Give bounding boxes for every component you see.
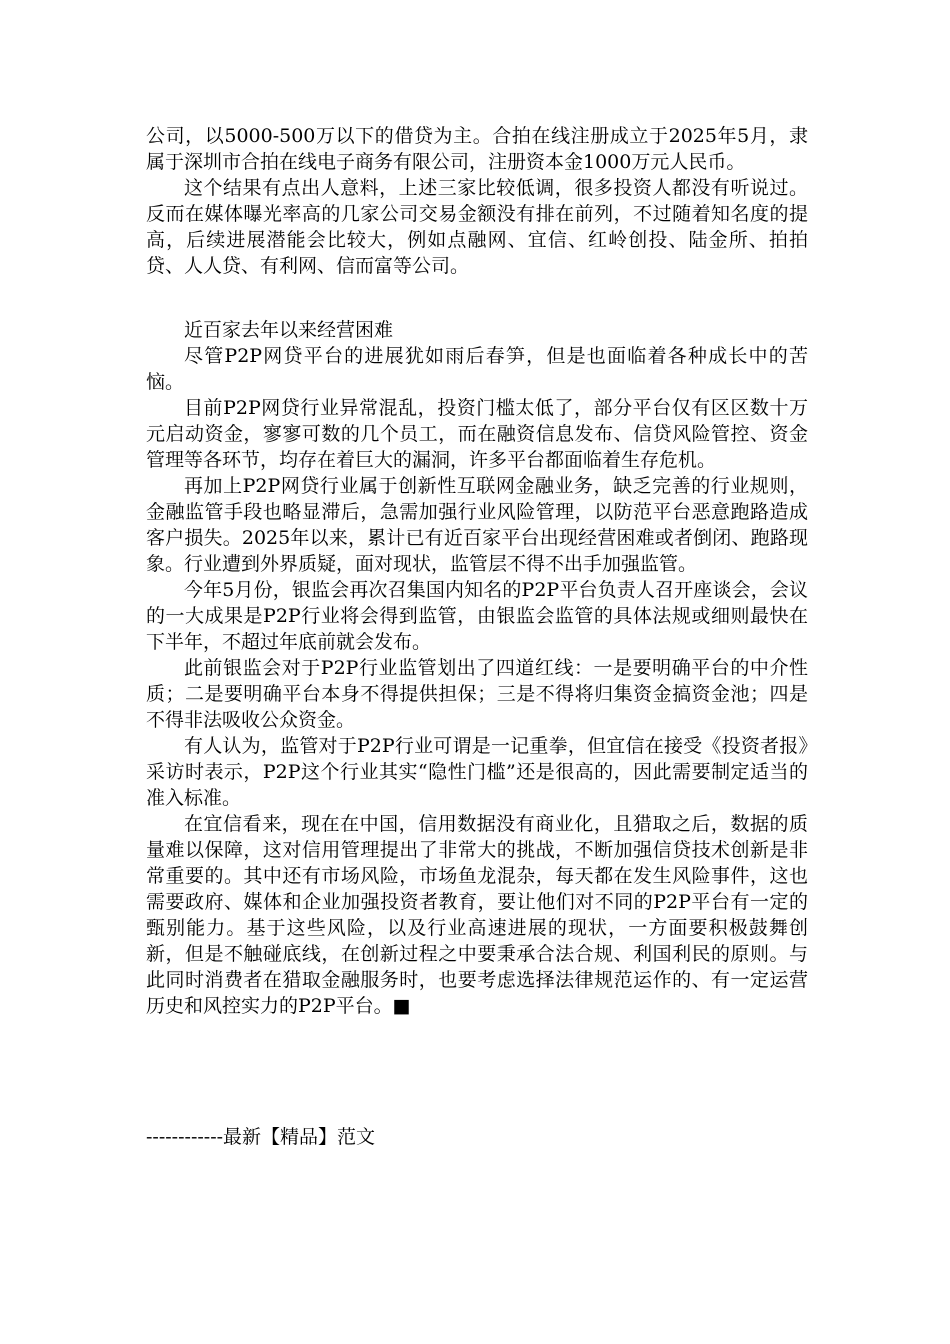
paragraph-continuation: 公司，以5000-500万以下的借贷为主。合拍在线注册成立于2025年5月，隶属于深圳市合拍在线电子商务有限公司，注册资本金1000万元人民币。 bbox=[146, 125, 808, 173]
paragraph-hidden-threshold: 有人认为，监管对于P2P行业可谓是一记重拳，但宜信在接受《投资者报》采访时表示，P2P这个行业其实“隐性门槛”还是很高的，因此需要制定适当的准入标准。 bbox=[146, 735, 808, 809]
paragraph-growth-troubles: 尽管P2P网贷平台的进展犹如雨后春笋，但是也面临着各种成长中的苦恼。 bbox=[146, 345, 808, 393]
paragraph-yixin-view: 在宜信看来，现在在中国，信用数据没有商业化，且猎取之后，数据的质量难以保障，这对信用管理提出了非常大的挑战，不断加强信贷技术创新是非常重要的。其中还有市场风险，市场鱼龙混杂，每天都在发生风险事件，这也需要政府、媒体和企业加强投资者教育，要让他们对不同的P2P平台有一定的甄别能力。基于这些风险，以及行业高速进展的现状，一方面要积极鼓舞创新，但是不触碰底线，在创新过程之中要秉承合法合规、利国利民的原则。与此同时消费者在猎取金融服务时，也要考虑选择法律规范运作的、有一定运营历史和风控实力的P2P平台。■ bbox=[146, 813, 808, 1017]
paragraph-regulation-lag: 再加上P2P网贷行业属于创新性互联网金融业务，缺乏完善的行业规则，金融监管手段也略显滞后，急需加强行业风险管理，以防范平台恶意跑路造成客户损失。2025年以来，累计已有近百家平台出现经营困难或者倒闭、跑路现象。行业遭到外界质疑，面对现状，监管层不得不出手加强监管。 bbox=[146, 475, 808, 575]
document-footer: ------------最新【精品】范文 bbox=[146, 1126, 376, 1148]
section-heading: 近百家去年以来经营困难 bbox=[184, 319, 394, 341]
document-body bbox=[146, 123, 808, 1019]
paragraph-industry-chaos: 目前P2P网贷行业异常混乱，投资门槛太低了，部分平台仅有区区数十万元启动资金，寥寥可数的几个员工，而在融资信息发布、信贷风险管控、资金管理等各环节，均存在着巨大的漏洞，许多平台都面临着生存危机。 bbox=[146, 397, 808, 471]
paragraph-four-red-lines: 此前银监会对于P2P行业监管划出了四道红线：一是要明确平台的中介性质；二是要明确平台本身不得提供担保；三是不得将归集资金搞资金池；四是不得非法吸收公众资金。 bbox=[146, 657, 808, 731]
paragraph-spacer bbox=[146, 279, 808, 305]
paragraph-unexpected-result: 这个结果有点出人意料，上述三家比较低调，很多投资人都没有听说过。反而在媒体曝光率高的几家公司交易金额没有排在前列，不过随着知名度的提高，后续进展潜能会比较大，例如点融网、宜信、红岭创投、陆金所、拍拍贷、人人贷、有利网、信而富等公司。 bbox=[146, 177, 808, 277]
paragraph-cbrc-meeting: 今年5月份，银监会再次召集国内知名的P2P平台负责人召开座谈会，会议的一大成果是P2P行业将会得到监管，由银监会监管的具体法规或细则最快在下半年，不超过年底前就会发布。 bbox=[146, 579, 808, 653]
